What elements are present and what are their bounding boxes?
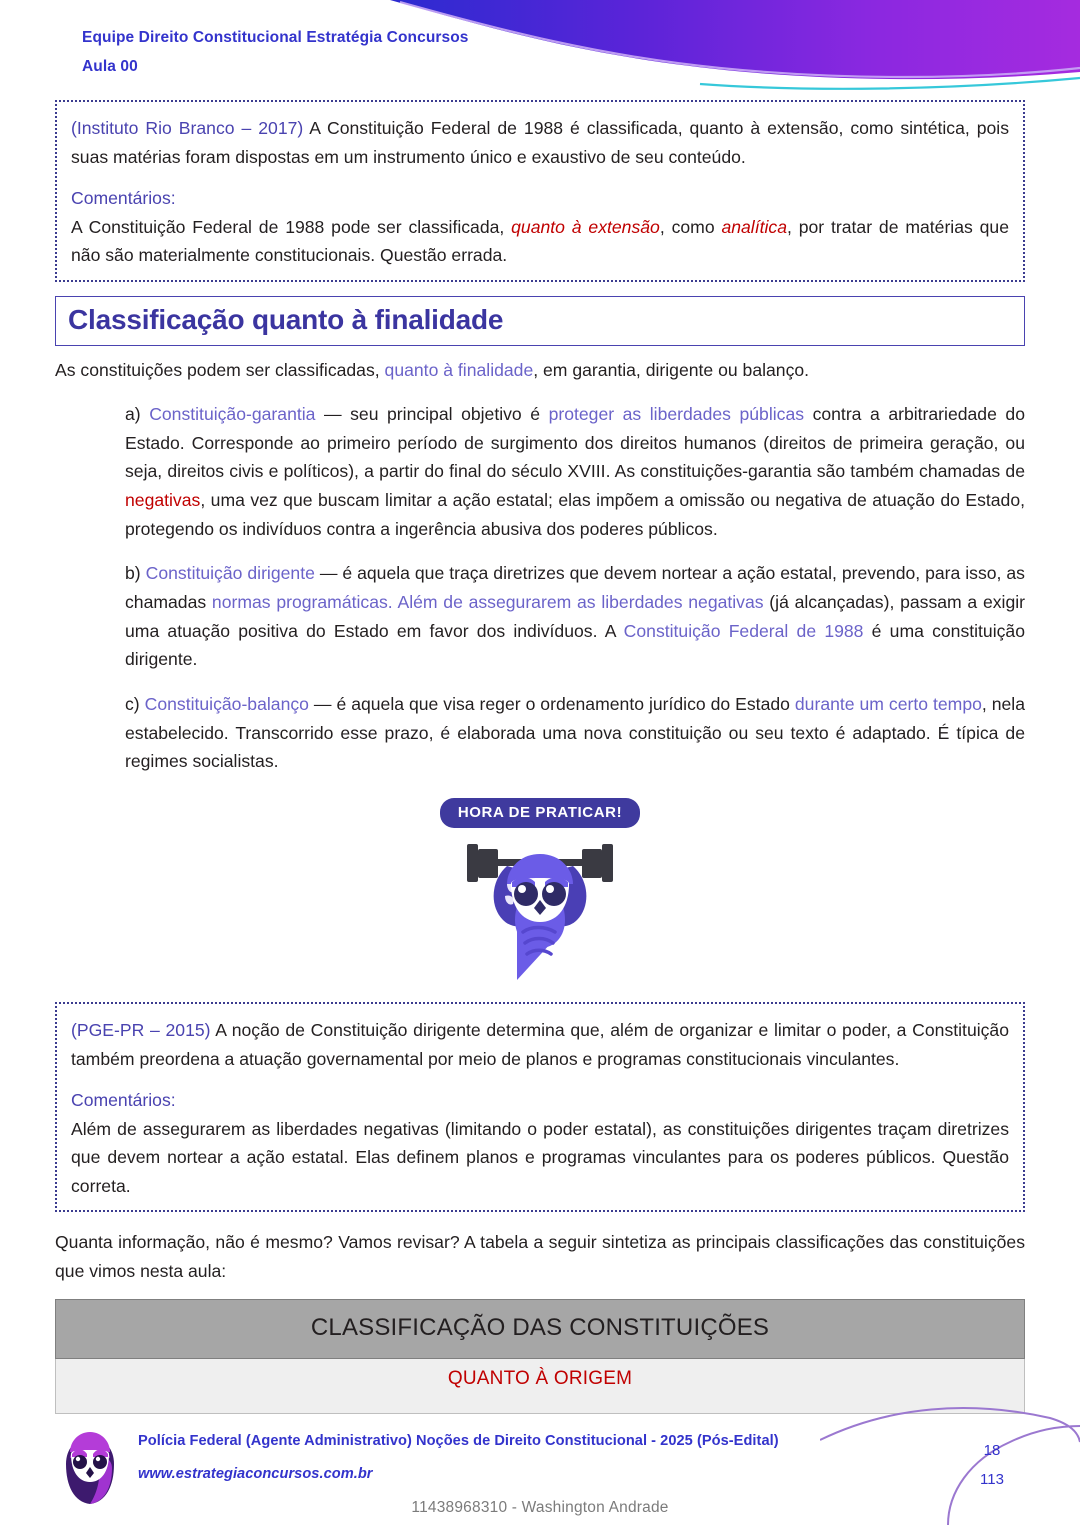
page-content [0, 100, 1080, 1414]
practice-badge: HORA DE PRATICAR! [440, 798, 640, 828]
section-intro-highlight: quanto à finalidade [384, 359, 534, 380]
answer-one-seg1: A Constituição Federal de 1988 pode ser classificada, [71, 216, 512, 237]
footer-page-numbers [962, 1436, 1022, 1495]
footer-watermark: 11438968310 - Washington Andrade [411, 1499, 669, 1516]
item-a-seg2: contra a arbitrariedade do Estado. Corresponde ao primeiro período de surgimento dos direitos humanos (direitos de primeira geração, ou seja, direitos civis e políticos), a partir do final do século XVIII. As constituições-garantia são também chamadas de [125, 404, 1025, 482]
header-lesson-line: Aula 00 [82, 58, 138, 76]
section-heading-box [55, 296, 1025, 346]
item-a-highlight1: proteger as liberdades públicas [548, 404, 805, 424]
item-b-seg3: é uma constituição dirigente. [125, 620, 1025, 670]
item-c-seg2: , nela estabelecido. Transcorrido esse prazo, é elaborada uma nova constituição ou seu texto é adaptado. É típica de regimes socialistas. [125, 694, 1026, 772]
question-one-source: (Instituto Rio Branco – 2017) [71, 118, 304, 138]
table-subheader-origem: QUANTO À ORIGEM [56, 1359, 1025, 1414]
section-intro-paragraph [55, 356, 1025, 385]
list-item-c [125, 690, 1025, 776]
practice-section [0, 798, 1080, 984]
question-two-body: A noção de Constituição dirigente determina que, além de organizar e limitar o poder, a Constituição também preordena a atuação governamental por meio de planos e programas constitucionais vinculantes. [71, 1020, 1009, 1069]
question-box-two [55, 1002, 1025, 1212]
item-a-highlight2: negativas [125, 490, 201, 511]
item-a-term: Constituição-garantia [149, 404, 316, 424]
question-two-source: (PGE-PR – 2015) [71, 1020, 211, 1041]
item-a-marker: a) [125, 404, 150, 424]
answer-one-seg2: , como [659, 216, 722, 237]
table-main-header: CLASSIFICAÇÃO DAS CONSTITUIÇÕES [56, 1300, 1025, 1359]
classification-summary-table [55, 1299, 1025, 1414]
question-one-body: A Constituição Federal de 1988 é classificada, quanto à extensão, como sintética, pois suas matérias foram dispostas em um instrumento único e exaustivo de seu conteúdo. [71, 118, 1009, 167]
item-b-seg1: — é aquela que traça diretrizes que devem nortear a ação estatal, prevendo, para isso, as chamadas [125, 563, 1025, 613]
item-b-marker: b) [125, 563, 146, 584]
item-c-seg1: — é aquela que visa reger o ordenamento jurídico do Estado [308, 694, 795, 715]
page-footer [0, 1400, 1080, 1525]
table-intro-paragraph: Quanta informação, não é mesmo? Vamos revisar? A tabela a seguir sintetiza as principais classificações das constituições que vimos nesta aula: [55, 1232, 1025, 1281]
question-one-answer [71, 213, 1009, 270]
footer-website-link[interactable]: www.estrategiaconcursos.com.br [138, 1465, 373, 1482]
footer-course-title: Polícia Federal (Agente Administrativo) Noções de Direito Constitucional - 2025 (Pós-Edital) [138, 1433, 779, 1449]
page-header [0, 0, 1080, 100]
item-c-marker: c) [125, 694, 145, 715]
question-one-statement [71, 114, 1009, 171]
question-two-comments-label: Comentários: [71, 1090, 176, 1111]
item-b-term: Constituição dirigente [145, 563, 315, 584]
question-one-comments-label: Comentários: [71, 188, 176, 208]
footer-page-current: 18 [983, 1442, 1001, 1459]
answer-one-em2: analítica [721, 216, 787, 237]
answer-one-seg3: , por tratar de matérias que não são materialmente constitucionais. Questão errada. [71, 216, 1009, 265]
question-two-statement [71, 1016, 1009, 1073]
item-a-seg1: — seu principal objetivo é [315, 404, 549, 424]
item-b-highlight2: Constituição Federal de 1988 [623, 620, 864, 641]
table-row-header [56, 1300, 1025, 1359]
footer-page-total: 113 [980, 1471, 1004, 1489]
item-a-seg3: , uma vez que buscam limitar a ação estatal; elas impõem a omissão ou negativa de atuação do Estado, protegendo os indivíduos contra a ingerência abusiva dos poderes públicos. [125, 490, 1025, 539]
item-b-highlight1: normas programáticas. Além de assegurarem as liberdades negativas [211, 592, 764, 613]
owl-logo-icon [58, 1424, 122, 1506]
footer-text-group [138, 1430, 779, 1485]
section-heading-title: Classificação quanto à finalidade [68, 303, 504, 335]
section-intro-seg1: As constituições podem ser classificadas, [55, 359, 385, 380]
header-team-line: Equipe Direito Constitucional Estratégia Concursos [82, 29, 469, 46]
item-c-term: Constituição-balanço [144, 694, 309, 715]
item-c-highlight1: durante um certo tempo [794, 694, 982, 715]
owl-weightlifter-icon [445, 832, 635, 984]
section-intro-seg2: , em garantia, dirigente ou balanço. [533, 359, 810, 380]
list-item-a [125, 400, 1025, 543]
question-two-answer: Além de assegurarem as liberdades negativas (limitando o poder estatal), as constituições dirigentes traçam diretrizes que devem nortear a ação estatal. Elas definem planos e programas vinculantes para os poderes públicos. Questão correta. [71, 1118, 1009, 1196]
header-title-group [82, 26, 469, 79]
list-item-b [125, 559, 1025, 674]
question-box-one [55, 100, 1025, 282]
item-b-seg2: (já alcançadas), passam a exigir uma atuação positiva do Estado em favor dos indivíduos. A [125, 592, 1025, 641]
answer-one-em1: quanto à extensão [511, 216, 660, 237]
